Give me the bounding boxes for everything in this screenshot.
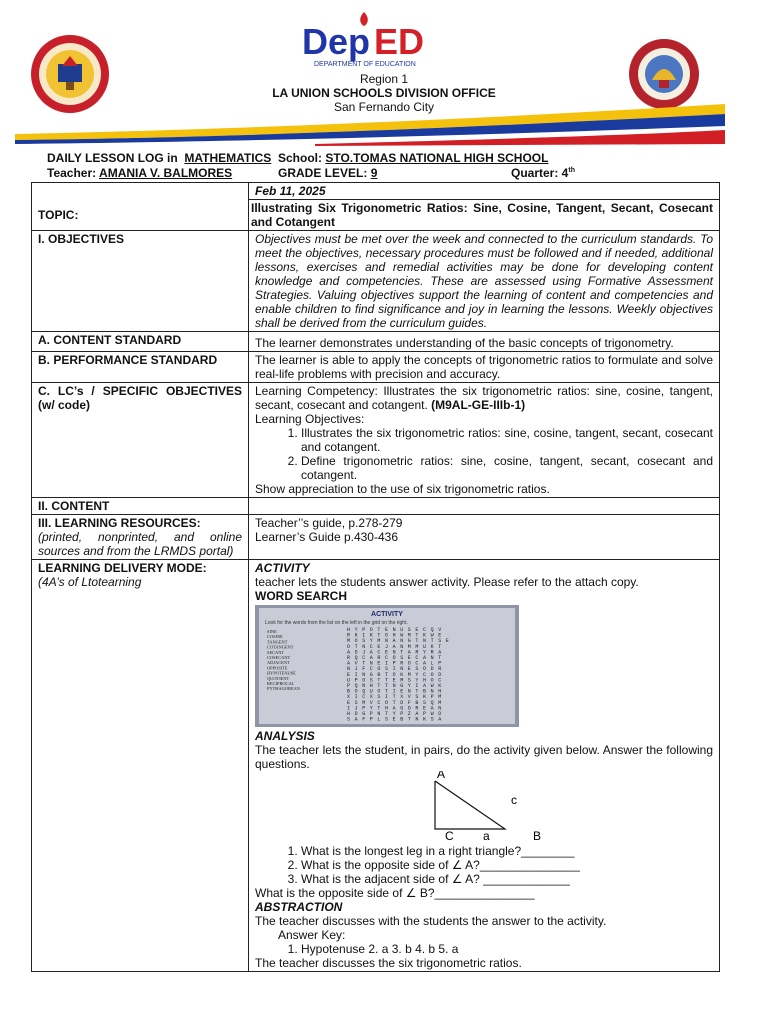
answer-key-list [255,942,713,956]
word-grid-row: RKIKTGHWMTKWE [347,632,446,639]
word-list-item: COSINE [267,634,283,640]
svg-text:DEPARTMENT OF EDUCATION: DEPARTMENT OF EDUCATION [314,61,416,68]
word-grid-row: HDGPNTYPZAPWD [347,711,446,717]
triangle-label-C: C [445,829,454,841]
answer-key-item: 1. Hypotenuse 2. a 3. b 4. b 5. a [301,942,713,956]
word-list-item: SINE [267,629,277,634]
abstraction-heading: ABSTRACTION [255,900,343,914]
triangle-label-a: a [483,829,490,841]
word-grid-row: XICXSITXVSKPM [347,694,446,701]
city-text: San Fernando City [333,100,435,114]
svg-text:ED: ED [374,21,425,62]
activity-text: teacher lets the students answer activity. Please refer to the attach copy. [255,575,639,589]
delivery-row [32,560,720,972]
word-grid-row: HYPOTENUSECQV [347,627,446,633]
lc-label: C. LC’s / SPECIFIC OBJECTIVES (w/ code) [32,383,249,498]
resources-list [249,515,720,560]
analysis-heading: ANALYSIS [255,729,315,743]
lc-code: (M9AL-GE-IIIb-1) [431,398,526,412]
lc-objective-item: 1. Illustrates the six trigonometric ratios: sine, cosine, tangent, secant, cosecant and cotangent. [301,426,713,454]
resources-row [32,515,720,560]
resources-sub: (printed, nonprinted, and online sources and from the LRMDS portal) [38,530,242,558]
content-standard-text: The learner demonstrates understanding of the basic concepts of trigonometry. [249,332,720,352]
school-line: School: STO.TOMAS NATIONAL HIGH SCHOOL [278,151,549,165]
word-search-photo [255,605,519,727]
word-grid-row: UPOSTTEMSYHOC [347,677,446,684]
question-item: 1. What is the longest leg in a right triangle?________ [301,844,713,858]
delivery-content [249,560,720,972]
word-list-item: TANGENT [267,639,288,645]
word-list-item: HYPOTENUSE [267,670,296,676]
word-grid-row: ADJACENTARYRA [347,649,446,656]
triangle-label-B: B [533,829,542,841]
word-list-item: PYTHAGOREAN [267,686,300,692]
svg-text:Dep: Dep [302,21,371,62]
analysis-text: The teacher lets the student, in pairs, do the activity given below. Answer the following questions. [255,743,713,771]
delivery-sub: (4A’s of Ltotearning [38,575,142,589]
word-list-item: COSECANT [267,655,291,660]
quarter-line: Quarter: 4th [511,166,575,180]
word-grid-row: OTNCEJANMMUKT [347,643,446,650]
lc-appreciation: Show appreciation to the use of six trigonometric ratios. [255,482,550,496]
word-grid-row: AVTNEIPROCALP [347,660,446,667]
word-grid-row: EINGBTOKMYCOD [347,671,446,678]
question-list [255,844,713,886]
performance-standard-label: B. PERFORMANCE STANDARD [32,352,249,383]
daily-lesson-log-table [31,182,720,972]
subject-line: DAILY LESSON LOG in MATHEMATICS [47,151,272,165]
content-standard-row [32,332,720,352]
header-stripe [15,100,725,148]
region-text: Region 1 [359,72,409,86]
lc-row [32,383,720,498]
objectives-text: Objectives must be met over the week and connected to the curriculum standards. To meet the objectives, necessary procedures must be followed and if needed, additional lessons, exercises and remedial activities may be done for developing content knowledge and competencies. These are assessed using Formative Assessment Strategies. Valuing objectives support the learning of content and competencies and enable children to find significance and joy in learning the lessons. Weekly objectives shall be derived from the curriculum guides. [249,231,720,332]
topic-value: Illustrating Six Trigonometric Ratios: Sine, Cosine, Tangent, Secant, Cosecant and Cotangent [249,200,720,231]
topic-row [32,200,720,231]
word-grid-row: IJPYTHAGOREAN [347,705,446,712]
teacher-value: AMANIA V. BALMORES [99,166,233,180]
word-list-item: ADJACENT [267,660,290,666]
word-list-item: RECIPROCAL [267,681,295,686]
triangle-label-c: c [511,793,517,807]
word-grid-row: ESMVCOTDFBSQM [347,699,446,706]
question-item: 2. What is the opposite side of ∠ A?_______________ [301,858,713,872]
grade-line: GRADE LEVEL: 9 [278,166,378,180]
delivery-label-cell [32,560,249,972]
lc-objective-item: 2. Define trigonometric ratios: sine, cosine, tangent, secant, cosecant and cotangent. [301,454,713,482]
topic-label: TOPIC: [32,200,249,231]
word-grid-row: RQCARCOSECANT [347,655,446,661]
word-search-heading: WORD SEARCH [255,589,347,603]
lc-objectives-label: Learning Objectives: [255,412,365,426]
word-grid-row: MOSYMNANGTNTSE [347,638,454,645]
word-grid-row: NJFCOSINESODR [347,666,446,673]
activity-heading: ACTIVITY [255,561,310,575]
question-item: 3. What is the adjacent side of ∠ A? _____________ [301,872,713,886]
grade-value: 9 [370,166,378,180]
resource-item: Learner’s Guide p.430-436 [255,530,398,544]
teacher-line: Teacher: AMANIA V. BALMORES [47,166,233,180]
content-label: II. CONTENT [32,498,249,515]
date-row [32,183,720,200]
deped-logo [298,10,448,70]
resource-item: Teacher’’s guide, p.278-279 [255,516,403,530]
word-grid-row: SAFPLSEBTNKSA [347,716,446,723]
worksheet-title: ACTIVITY [371,611,403,618]
question-extra: What is the opposite side of ∠ B?_______________ [255,886,535,900]
word-list-item: COTANGENT [267,644,294,650]
objectives-label: I. OBJECTIVES [32,231,249,332]
letterhead [0,0,768,150]
school-value: STO.TOMAS NATIONAL HIGH SCHOOL [325,151,549,165]
resources-label: III. LEARNING RESOURCES: [38,516,201,530]
closing-text: The teacher discusses the six trigonometric ratios. [255,956,522,970]
word-grid-row: PQNHTTNGYIAWK [347,683,446,689]
word-list-item: OPPOSITE [267,665,288,671]
abstraction-text: The teacher discusses with the students the answer to the activity. [255,914,607,928]
triangle-label-A: A [437,771,446,781]
right-triangle-diagram [429,771,559,841]
performance-standard-text: The learner is able to apply the concepts of trigonometric ratios to formulate and solve real-life problems with precision and accuracy. [249,352,720,383]
content-standard-label: A. CONTENT STANDARD [32,332,249,352]
word-list-item: SECANT [267,649,285,655]
worksheet-instruction: Look for the words from the list on the left in the grid on the right. [265,620,408,626]
resources-label-cell [32,515,249,560]
delivery-label: LEARNING DELIVERY MODE: [38,561,207,575]
division-office-text: LA UNION SCHOOLS DIVISION OFFICE [272,86,496,100]
lc-objectives-list [255,426,713,482]
content-row [32,498,720,515]
answer-key-label: Answer Key: [278,928,346,942]
lc-competency: Learning Competency: Illustrates the six trigonometric ratios: sine, cosine, tangent, secant, cosecant and cotangent. [255,384,713,412]
performance-standard-row [32,352,720,383]
word-grid-row: BOQUOTIENTBNH [347,688,446,695]
objectives-row [32,231,720,332]
word-list-item: QUOTIENT [267,675,290,681]
date-value: Feb 11, 2025 [249,183,720,200]
subject-value: MATHEMATICS [184,151,272,165]
lc-content [249,383,720,498]
